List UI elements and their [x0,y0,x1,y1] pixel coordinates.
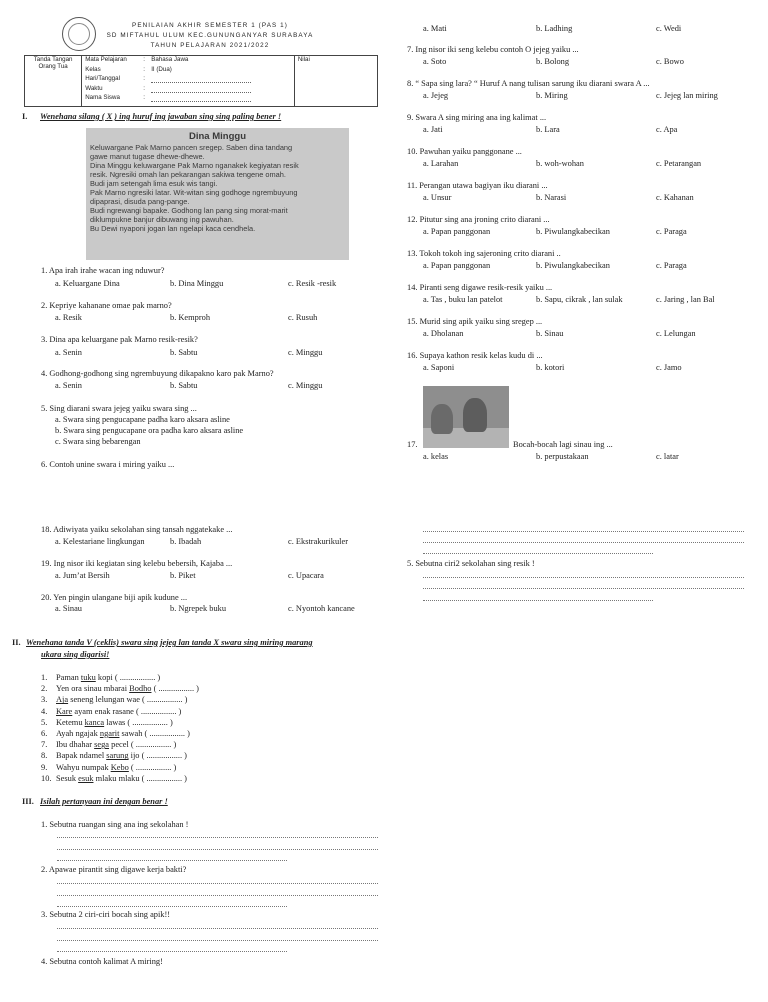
answer-line[interactable] [57,860,287,861]
item-text-pre: Ketemu [56,717,85,727]
sign-label-2: Orang Tua [38,62,68,70]
item-text-pre: Ayah ngajak [56,729,100,738]
option[interactable]: a. kelas [423,452,449,461]
fill-item [41,707,181,716]
item-text-post[interactable]: pecel ( ................. ) [109,740,177,750]
fill-item [41,751,187,760]
reading-passage [86,128,349,260]
option[interactable]: c. Minggu [288,381,323,390]
score-label: Nilai [297,56,310,63]
option[interactable]: b. Sabtu [170,381,198,390]
question: 18. Adiwiyata yaiku sekolahan sing tansah nggatekake ... [41,525,233,534]
option[interactable]: c. Apa [656,125,678,134]
essay-question: 5. Sebutna ciri2 sekolahan sing resik ! [407,559,535,568]
underlined-word: Kebo [110,762,129,772]
question: 11. Perangan utawa bagiyan iku diarani ... [407,181,548,190]
passage-line: Pak Marno ngresiki latar. Wit-witan sing godhoge ngrembuyung [90,188,298,198]
question: 1. Apa irah irahe wacan ing nduwur? [41,266,165,275]
underlined-word: Bodho [129,684,152,694]
header-line-1: PENILAIAN AKHIR SEMESTER 1 (PAS 1) [132,22,288,29]
essay-question: 2. Apawae pirantit sing digawe kerja bakti? [41,865,187,874]
question: 9. Swara A sing miring ana ing kalimat ... [407,113,547,122]
item-text-post[interactable]: kopi ( ................. ) [95,673,161,682]
option[interactable]: a. Unsur [423,193,452,202]
question: 6. Contoh unine swara i miring yaiku ... [41,460,175,469]
question: 19. Ing nisor iki kegiatan sing kelebu bebersih, Kajaba ... [41,559,233,568]
option[interactable]: b. Narasi [536,193,567,202]
option[interactable]: b. Bolong [536,57,570,66]
info-key: Waktu [85,84,103,92]
option[interactable]: a. Mati [423,24,447,33]
essay-question: 1. Sebutna ruangan sing ana ing sekolahan ! [41,820,189,829]
item-number: 2. [41,684,48,694]
option[interactable]: c. Kahanan [656,193,694,202]
item-text-post[interactable]: seneng lelungan wae ( ................. ) [68,695,188,705]
option[interactable]: a. Soto [423,57,447,66]
item-number: 3. [41,695,48,705]
option[interactable]: a. Sinau [55,604,82,613]
option[interactable]: a. Kelestariane lingkungan [55,537,145,546]
option[interactable]: c. Swara sing bebarengan [55,437,141,446]
underlined-word: sarung [106,751,129,761]
passage-line: Bu Dewi nyaponi jogan lan ngelapi kaca cendhela. [90,224,256,234]
answer-line[interactable] [423,600,653,601]
option[interactable]: c. Jamo [656,363,682,372]
item-text-post[interactable]: ayam enak rasane ( ................. ) [72,706,182,716]
passage-line: Budi jam setengah lima esuk wis tangi. [90,179,218,189]
question: 14. Piranti seng digawe resik-resik yaiku ... [407,283,553,292]
option[interactable]: b. Sinau [536,329,564,338]
fill-item [41,684,199,693]
info-key: Hari/Tanggal [85,75,120,83]
item-number: 10. [41,773,52,783]
answer-line[interactable] [423,553,653,554]
underlined-word: sega [94,740,110,750]
fill-item [41,695,187,704]
answer-line[interactable] [57,951,287,952]
option[interactable]: b. Ibadah [170,537,202,546]
header-line-3: TAHUN PELAJARAN 2021/2022 [150,42,270,49]
answer-line[interactable] [57,849,378,850]
option[interactable]: a. Senin [55,381,82,390]
section-1-number: I. [22,112,28,121]
option[interactable]: a. Papan panggonan [423,227,491,236]
question: 13. Tokoh tokoh ing sajeroning crito diarani .. [407,249,561,258]
option[interactable]: a. Saponi [423,363,455,372]
info-key: Mata Pelajaran [85,56,127,63]
item-number: 5. [41,717,48,727]
option[interactable]: c. Jejeg lan miring [656,91,718,100]
info-value: Bahasa Jawa [151,56,189,63]
option[interactable]: a. Dholanan [423,329,464,338]
item-text-pre: Wahyu numpak [56,762,111,772]
answer-line[interactable] [57,895,378,896]
header-line-2: SD MIFTAHUL ULUM KEC.GUNUNGANYAR SURABAYA [106,32,314,39]
answer-line[interactable] [423,531,744,532]
option[interactable]: c. Resik -resik [288,279,337,288]
option[interactable]: b. Lara [536,125,560,134]
essay-question: 3. Sebutna 2 ciri-ciri bocah sing apik!! [41,910,171,919]
item-text-post[interactable]: ( ................. ) [128,762,177,772]
option[interactable]: a. Swara sing pengucapane padha karo aksara asline [55,415,230,424]
option[interactable]: a. Larahan [423,159,459,168]
question: 5. Sing diarani swara jejeg yaiku swara sing ... [41,404,197,413]
option[interactable]: a. Jati [423,125,443,134]
option[interactable]: b. Piwulangkabecikan [536,261,610,270]
answer-line[interactable] [423,577,744,578]
question: 12. Pitutur sing ana jroning crito diarani ... [407,215,550,224]
answer-line[interactable] [57,906,287,907]
option[interactable]: c. Bowo [656,57,684,66]
fill-item [41,740,176,749]
passage-line: resik. Ngresiki omah lan pekarangan sakiwa tengene omah. [90,170,286,180]
fill-item [41,774,187,783]
underlined-word: kanca [84,717,105,727]
fill-item [41,673,160,682]
fill-item [41,718,173,727]
item-number: 1. [41,673,48,682]
option[interactable]: b. Ladhing [536,24,573,33]
item-text-post[interactable]: lawas ( ................. ) [104,717,173,727]
fill-item [41,763,176,772]
item-text-pre: Yen ora sinau mbarai [56,684,130,694]
sign-label-1: Tanda Tangan [33,56,73,63]
answer-line[interactable] [423,542,744,543]
time-field[interactable] [151,86,251,93]
question: 7. Ing nisor iki seng kelebu contoh O jejeg yaiku ... [407,45,579,54]
answer-line[interactable] [423,588,744,589]
question-number: 17. [407,440,418,449]
question: 3. Dina apa keluargane pak Marno resik-resik? [41,335,198,344]
option[interactable]: c. Rusuh [288,313,318,322]
item-number: 6. [41,729,48,738]
name-field[interactable] [151,95,251,102]
option[interactable]: a. Senin [55,348,82,357]
option[interactable]: a. Tas , buku lan patelot [423,295,503,304]
info-value: II (Dua) [151,65,172,73]
answer-line[interactable] [57,883,378,884]
answer-line[interactable] [57,940,378,941]
option[interactable]: a. Papan panggonan [423,261,491,270]
option[interactable]: b. Kemproh [170,313,211,322]
info-key: Kelas [85,65,101,73]
passage-line: Budi ngrewangi bapake. Godhong lan pang sing morat-marit [90,206,288,216]
fill-item [41,729,190,738]
question: 16. Supaya kathon resik kelas kudu di ... [407,351,543,360]
option[interactable]: c. Upacara [288,571,324,580]
students-studying-image [423,386,509,448]
option[interactable]: c. Paraga [656,261,687,270]
option[interactable]: c. Nyontoh kancane [288,604,355,613]
section-2-number: II. [12,638,21,647]
question: 15. Murid sing apik yaiku sing sregep ... [407,317,543,326]
option[interactable]: b. perpustakaan [536,452,589,461]
option[interactable]: b. Sabtu [170,348,198,357]
option[interactable]: c. Jaring , lan Bal [656,295,715,304]
passage-line: Dina Minggu keluwargane Pak Marno nganakek kegiyatan resik [90,161,299,171]
option[interactable]: a. Jejeg [423,91,449,100]
option[interactable]: c. Ekstrakurikuler [288,537,348,546]
item-number: 8. [41,751,48,761]
underlined-word: Kare [56,706,73,716]
info-key: Nama Siswa [85,94,120,102]
option[interactable]: a. Resik [55,313,82,322]
item-text-pre: Paman [56,673,81,682]
passage-line: diklumpukne banjur dibuwang ing pawuhan. [90,215,234,225]
student-info-table: Tanda Tangan Orang Tua Mata Pelajaran : Bahasa Jawa Kelas : II (Dua) Hari/Tanggal : Waktu : Nama Siswa : Nilai [24,55,378,107]
option[interactable]: b. Piwulangkabecikan [536,227,610,236]
option[interactable]: b. woh-wohan [536,159,584,168]
option[interactable]: c. Minggu [288,348,323,357]
option[interactable]: a. Keluargane Dina [55,279,120,288]
item-number: 7. [41,740,48,750]
item-number: 9. [41,762,48,772]
section-3-number: III. [22,797,34,806]
underlined-word: tuku [80,673,96,682]
section-2-title-1: Wenehana tanda V (ceklis) swara sing jejeg lan tanda X swara sing miring marang [26,638,313,647]
passage-line: dipaprasi, disuda pang-pange. [90,197,190,207]
question: 20. Yen pingin ulangane biji apik kudune ... [41,593,188,602]
item-text-post[interactable]: ( ................. ) [151,684,199,694]
option[interactable]: b. Sapu, cikrak , lan sulak [536,295,623,304]
item-text-post[interactable]: ijo ( ................. ) [128,751,187,761]
option[interactable]: b. Miring [536,91,568,100]
item-number: 4. [41,706,48,716]
date-field[interactable] [151,76,251,83]
underlined-word: esuk [78,773,94,783]
question: Bocah-bocah lagi sinau ing ... [513,440,613,449]
question: 8. “ Sapa sing lara? “ Huruf A nang tulisan sarung iku diarani swara A ... [407,79,650,88]
underlined-word: Aja [56,695,69,705]
option[interactable]: b. Swara sing pengucapane ora padha karo aksara asline [55,426,244,435]
option[interactable]: b. kotori [536,363,565,372]
item-text-pre: Ibu dhahar [56,740,95,750]
item-text-pre: Bapak ndamel [56,751,107,761]
option[interactable]: c. Petarangan [656,159,702,168]
answer-line[interactable] [57,837,378,838]
passage-title: Dina Minggu [189,131,246,142]
option[interactable]: b. Dina Minggu [170,279,224,288]
item-text-post[interactable]: mlaku mlaku ( ................. ) [93,773,187,783]
underlined-word: ngarit [99,729,120,738]
option[interactable]: c. latar [656,452,679,461]
section-1-title: Wenehana silang ( X ) ing huruf ing jawaban sing sing paling bener ! [40,112,282,121]
question: 2. Kepriye kahanane omae pak marno? [41,301,172,310]
answer-line[interactable] [57,928,378,929]
item-text-pre: Sesuk [56,773,79,783]
section-3-title: Isilah pertanyaan ini dengan benar ! [40,797,168,806]
question: 4. Godhong-godhong sing ngrembuyung dikapakno karo pak Marno? [41,369,274,378]
passage-line: gawe manut tugase dhewe-dhewe. [90,152,205,162]
option[interactable]: b. Piket [170,571,196,580]
passage-line: Keluwargane Pak Marno pancen sregep. Saben dina tandang [90,143,293,153]
option[interactable]: c. Paraga [656,227,687,236]
option[interactable]: c. Lelungan [656,329,696,338]
option[interactable]: c. Wedi [656,24,682,33]
option[interactable]: b. Ngrepek buku [170,604,227,613]
section-2-title-2: ukara sing digarisi! [41,650,110,659]
option[interactable]: a. Jum’at Bersih [55,571,110,580]
item-text-post[interactable]: sawah ( ................. ) [119,729,190,738]
essay-question: 4. Sebutna contoh kalimat A miring! [41,957,163,966]
question: 10. Pawuhan yaiku panggonane ... [407,147,522,156]
